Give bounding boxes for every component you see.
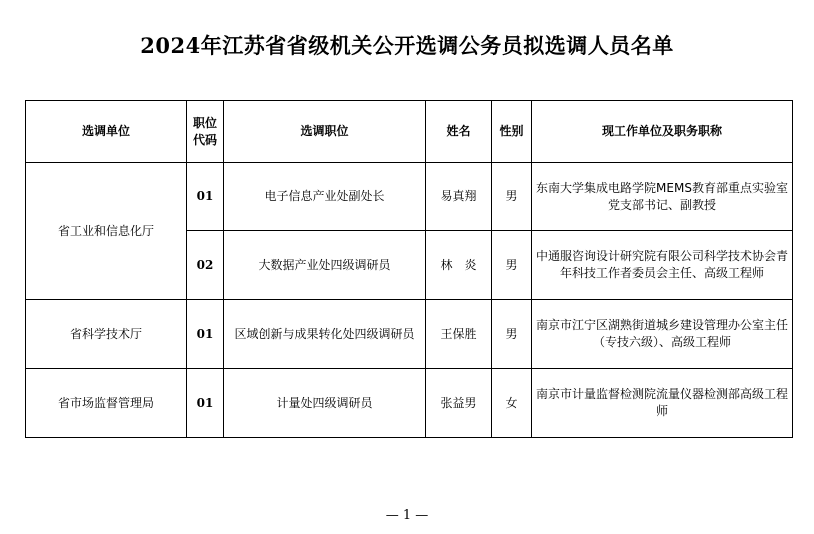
- code-cell: 01: [187, 300, 224, 369]
- table-row: [26, 369, 793, 438]
- current-position-cell: 南京市计量监督检测院流量仪器检测部高级工程师: [532, 369, 793, 438]
- position-cell: 区域创新与成果转化处四级调研员: [224, 300, 426, 369]
- header-gender: 性别: [492, 101, 532, 163]
- table-row: [26, 300, 793, 369]
- name-cell: 张益男: [426, 369, 492, 438]
- name-cell: 易真翔: [426, 163, 492, 231]
- gender-cell: 男: [492, 163, 532, 231]
- header-position: 选调职位: [224, 101, 426, 163]
- document-title: 2024年江苏省省级机关公开选调公务员拟选调人员名单: [140, 33, 674, 58]
- position-cell: 大数据产业处四级调研员: [224, 231, 426, 300]
- current-position-cell: 南京市江宁区湖熟街道城乡建设管理办公室主任（专技六级）、高级工程师: [532, 300, 793, 369]
- header-current: 现工作单位及职务职称: [532, 101, 793, 163]
- name-cell: 王保胜: [426, 300, 492, 369]
- header-unit: 选调单位: [26, 101, 187, 163]
- header-name: 姓名: [426, 101, 492, 163]
- name-cell: 林 炎: [426, 231, 492, 300]
- table-row: [26, 163, 793, 231]
- gender-cell: 男: [492, 300, 532, 369]
- header-row: [26, 101, 793, 163]
- gender-cell: 男: [492, 231, 532, 300]
- unit-cell: 省市场监督管理局: [26, 369, 187, 438]
- position-cell: 电子信息产业处副处长: [224, 163, 426, 231]
- code-cell: 02: [187, 231, 224, 300]
- header-code: 职位代码: [187, 101, 224, 163]
- current-position-cell: 东南大学集成电路学院MEMS教育部重点实验室党支部书记、副教授: [532, 163, 793, 231]
- position-cell: 计量处四级调研员: [224, 369, 426, 438]
- unit-cell: 省科学技术厅: [26, 300, 187, 369]
- roster-table: [25, 100, 793, 438]
- unit-cell: 省工业和信息化厅: [26, 163, 187, 300]
- page-number: — 1 —: [385, 508, 429, 523]
- current-position-cell: 中通服咨询设计研究院有限公司科学技术协会青年科技工作者委员会主任、高级工程师: [532, 231, 793, 300]
- code-cell: 01: [187, 163, 224, 231]
- gender-cell: 女: [492, 369, 532, 438]
- code-cell: 01: [187, 369, 224, 438]
